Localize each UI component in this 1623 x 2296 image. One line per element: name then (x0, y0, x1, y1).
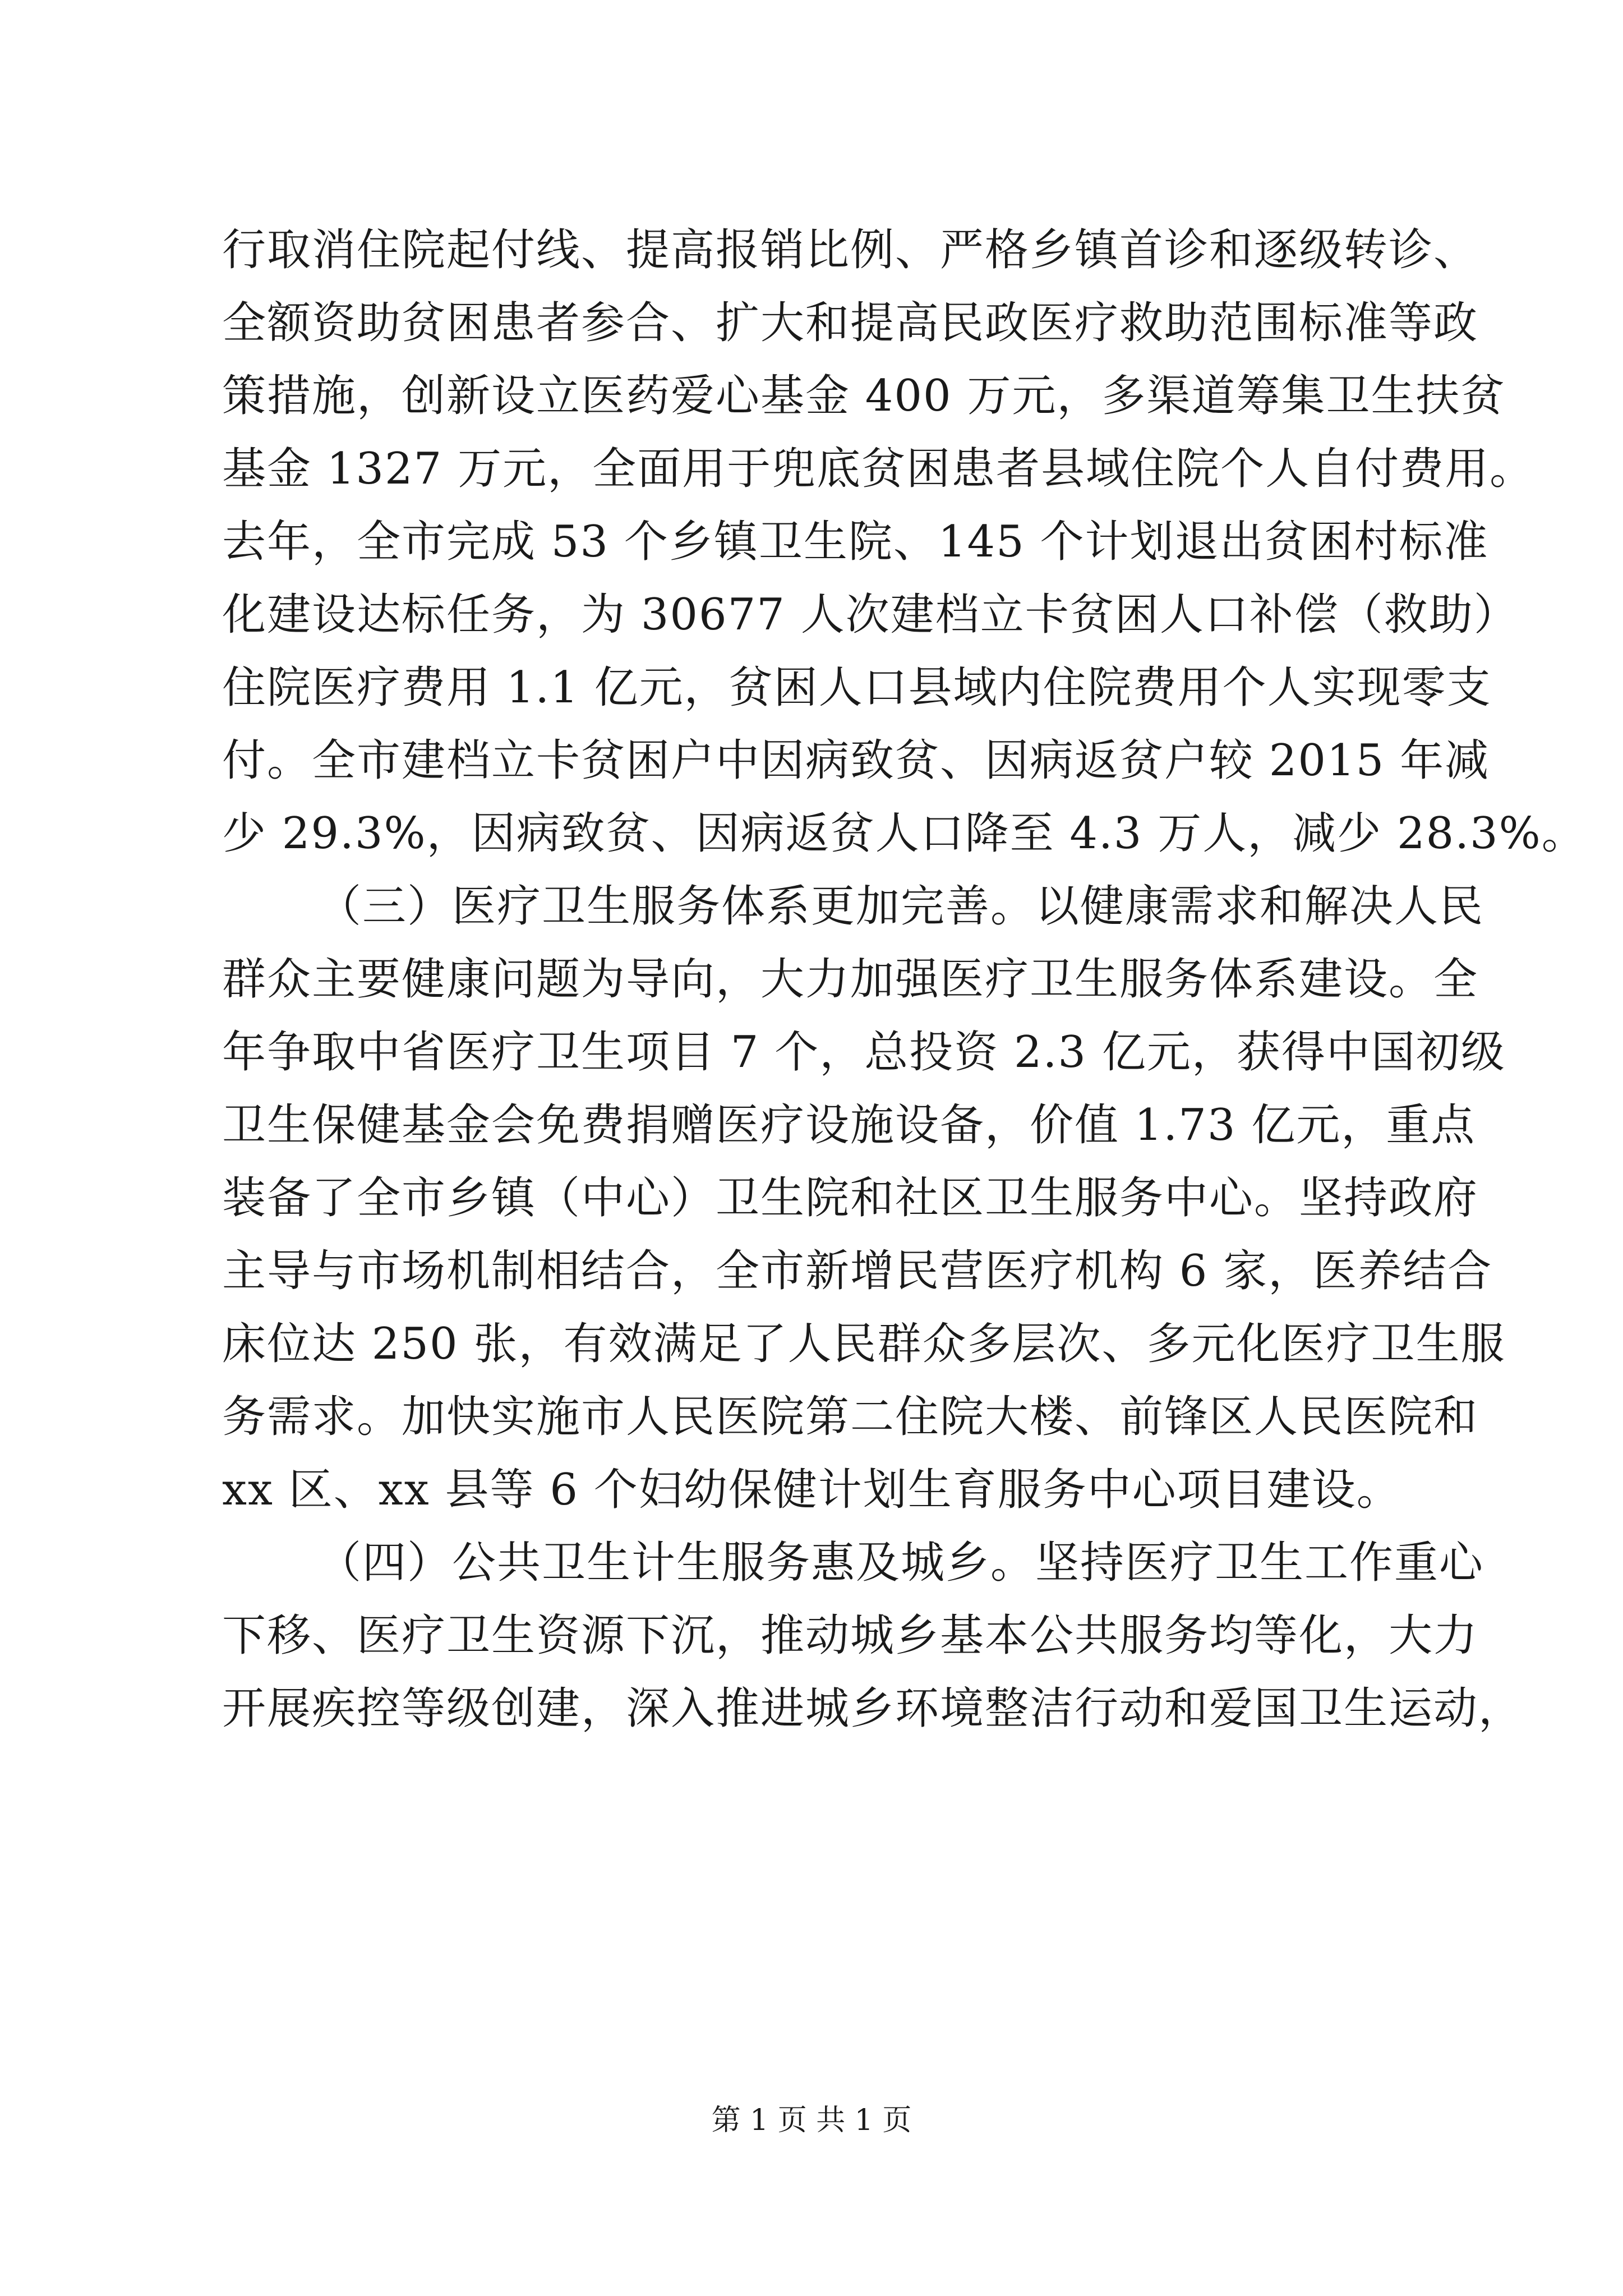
section-heading-line: （四）公共卫生计生服务惠及城乡。坚持医疗卫生工作重心 (317, 1538, 1484, 1588)
text-line: 下移、医疗卫生资源下沉，推动城乡基本公共服务均等化，大力 (222, 1611, 1479, 1661)
text-line: 主导与市场机制相结合，全市新增民营医疗机构 6 家，医养结合 (222, 1246, 1493, 1296)
text-line: 行取消住院起付线、提高报销比例、严格乡镇首诊和逐级转诊、 (222, 225, 1479, 275)
text-line: 付。全市建档立卡贫困户中因病致贫、因病返贫户较 2015 年减 (222, 735, 1490, 786)
text-line: 住院医疗费用 1.1 亿元，贫困人口县域内住院费用个人实现零支 (222, 662, 1492, 713)
text-line: 去年，全市完成 53 个乡镇卫生院、145 个计划退出贫困村标准 (222, 517, 1489, 567)
text-line: 化建设达标任务，为 30677 人次建档立卡贫困人口补偿（救助） (222, 590, 1519, 640)
text-line: 务需求。加快实施市人民医院第二住院大楼、前锋区人民医院和 (222, 1392, 1479, 1442)
page-number: 第 1 页 共 1 页 (711, 2104, 912, 2137)
document-body (222, 214, 1587, 1745)
text-line: 开展疾控等级创建，深入推进城乡环境整洁行动和爱国卫生运动， (222, 1683, 1524, 1734)
page-footer (0, 2098, 1623, 2143)
text-line: 装备了全市乡镇（中心）卫生院和社区卫生服务中心。坚持政府 (222, 1173, 1479, 1223)
text-line: 年争取中省医疗卫生项目 7 个，总投资 2.3 亿元，获得中国初级 (222, 1027, 1506, 1078)
section-heading-line: （三）医疗卫生服务体系更加完善。以健康需求和解决人民 (317, 881, 1484, 932)
text-line: 群众主要健康问题为导向，大力加强医疗卫生服务体系建设。全 (222, 954, 1479, 1005)
text-line: 卫生保健基金会免费捐赠医疗设施设备，价值 1.73 亿元，重点 (222, 1100, 1476, 1151)
text-line: 基金 1327 万元，全面用于兜底贫困患者县域住院个人自付费用。 (222, 444, 1535, 494)
text-line: 全额资助贫困患者参合、扩大和提高民政医疗救助范围标准等政 (222, 298, 1479, 348)
text-line: xx 区、xx 县等 6 个妇幼保健计划生育服务中心项目建设。 (222, 1465, 1401, 1515)
text-line: 床位达 250 张，有效满足了人民群众多层次、多元化医疗卫生服 (222, 1319, 1506, 1369)
text-line: 少 29.3%，因病致贫、因病返贫人口降至 4.3 万人，减少 28.3%。 (222, 808, 1587, 859)
text-line: 策措施，创新设立医药爱心基金 400 万元，多渠道筹集卫生扶贫 (222, 371, 1506, 421)
